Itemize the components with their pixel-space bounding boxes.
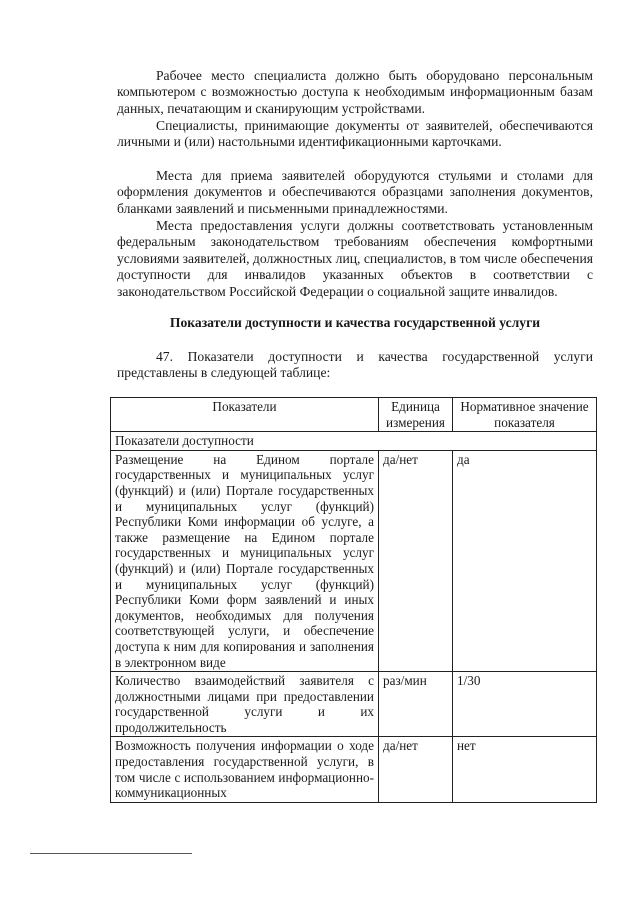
section-row-label: Показатели доступности xyxy=(111,432,597,451)
paragraph-specialists: Специалисты, принимающие документы от заявителей, обеспечиваются личными и (или) настольными идентификационными карточками. xyxy=(117,118,593,150)
section-heading: Показатели доступности и качества государственной услуги xyxy=(169,315,541,330)
footnote-separator xyxy=(30,853,192,854)
row-unit: да/нет xyxy=(379,450,453,671)
table-section-row xyxy=(111,432,597,451)
row-norm: 1/30 xyxy=(453,672,597,737)
row-indicator: Возможность получения информации о ходе предоставления государственной услуги, в том числе с использованием информационно-коммуникационных xyxy=(111,737,379,802)
row-norm: нет xyxy=(453,737,597,802)
row-norm: да xyxy=(453,450,597,671)
paragraph-service-places: Места предоставления услуги должны соответствовать установленным федеральным законодательством требованиям обеспечения комфортными условиями заявителей, должностных лиц, специалистов, в том числе обеспечения доступности для инвалидов указанных объектов в соответствии с законодательством Российской Федерации о социальной защите инвалидов. xyxy=(117,218,593,299)
table-row xyxy=(111,672,597,737)
header-indicator: Показатели xyxy=(111,398,379,432)
intro-paragraph: 47. Показатели доступности и качества государственной услуги представлены в следующей таблице: xyxy=(117,349,593,381)
table-row xyxy=(111,450,597,671)
table-header-row xyxy=(111,398,597,432)
table-row xyxy=(111,737,597,802)
row-unit: да/нет xyxy=(379,737,453,802)
row-indicator: Размещение на Едином портале государственных и муниципальных услуг (функций) и (или) Портале государственных и муниципальных услуг (функций) Республики Коми информации об услуге, а также размещение на Едином портале государственных и муниципальных услуг (функций) и (или) Портале государственных и муниципальных услуг (функций) Республики Коми форм заявлений и иных документов, необходимых для получения соответствующей услуги, и обеспечение доступа к ним для копирования и заполнения в электронном виде xyxy=(111,450,379,671)
indicators-table xyxy=(110,397,597,803)
row-indicator: Количество взаимодействий заявителя с должностными лицами при предоставлении государственной услуги и их продолжительность xyxy=(111,672,379,737)
paragraph-reception-places: Места для приема заявителей оборудуются стульями и столами для оформления документов и обеспечиваются образцами заполнения документов, бланками заявлений и письменными принадлежностями. xyxy=(117,168,593,216)
header-norm: Нормативное значение показателя xyxy=(453,398,597,432)
paragraph-workplace: Рабочее место специалиста должно быть оборудовано персональным компьютером с возможностью доступа к необходимым информационным базам данных, печатающим и сканирующим устройствами. xyxy=(117,68,593,116)
row-unit: раз/мин xyxy=(379,672,453,737)
header-unit: Единица измерения xyxy=(379,398,453,432)
